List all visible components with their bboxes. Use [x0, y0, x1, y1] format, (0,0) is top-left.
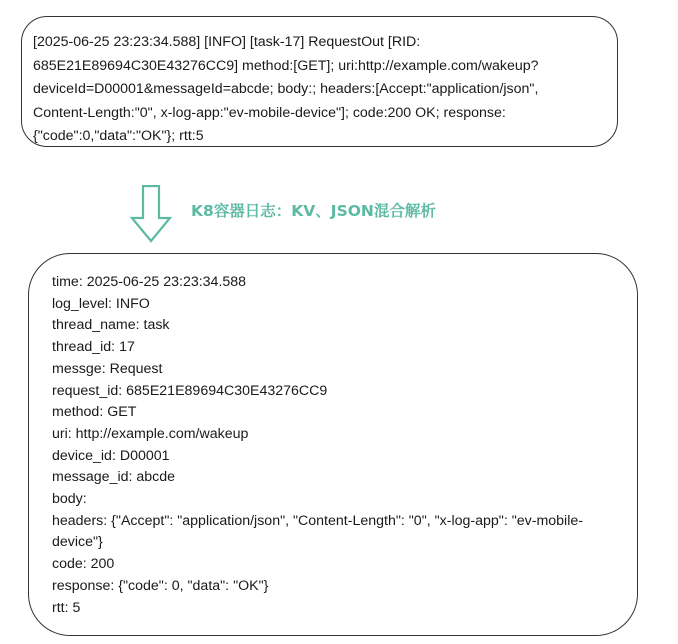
raw-log-line: deviceId=D00001&messageId=abcde; body:; headers:[Accept:"application/json", — [33, 81, 539, 97]
field-request-id: request_id: 685E21E89694C30E43276CC9 — [52, 382, 328, 399]
field-code: code: 200 — [52, 556, 115, 573]
parsed-fields-box — [28, 253, 638, 636]
field-uri: uri: http://example.com/wakeup — [52, 425, 249, 442]
field-message: messge: Request — [52, 360, 163, 377]
field-headers: headers: {"Accept": "application/json", "Content-Length": "0", "x-log-app": "ev-mobile- — [52, 512, 583, 529]
raw-log-line: 685E21E89694C30E43276CC9] method:[GET]; uri:http://example.com/wakeup? — [33, 57, 539, 74]
down-arrow-icon — [130, 185, 172, 243]
raw-log-line: {"code":0,"data":"OK"}; rtt:5 — [33, 128, 204, 144]
field-time: time: 2025-06-25 23:23:34.588 — [52, 274, 247, 290]
field-log-level: log_level: INFO — [52, 295, 150, 312]
field-method: method: GET — [52, 404, 137, 421]
field-thread-id: thread_id: 17 — [52, 339, 135, 356]
field-response: response: {"code": 0, "data": "OK"} — [52, 577, 269, 594]
field-message-id: message_id: abcde — [52, 469, 176, 486]
field-thread-name: thread_name: task — [52, 317, 170, 334]
field-body: body: — [52, 491, 87, 508]
raw-log-box — [21, 16, 618, 147]
field-device-id: device_id: D00001 — [52, 447, 170, 464]
raw-log-line: Content-Length:"0", x-log-app:"ev-mobile-device"]; code:200 OK; response: — [33, 104, 506, 121]
field-rtt: rtt: 5 — [52, 599, 81, 616]
parse-label: K8容器日志：KV、JSON混合解析 — [191, 202, 436, 220]
raw-log-line: [2025-06-25 23:23:34.588] [INFO] [task-17] RequestOut [RID: — [33, 34, 421, 50]
field-headers-continuation: device"} — [52, 534, 103, 551]
